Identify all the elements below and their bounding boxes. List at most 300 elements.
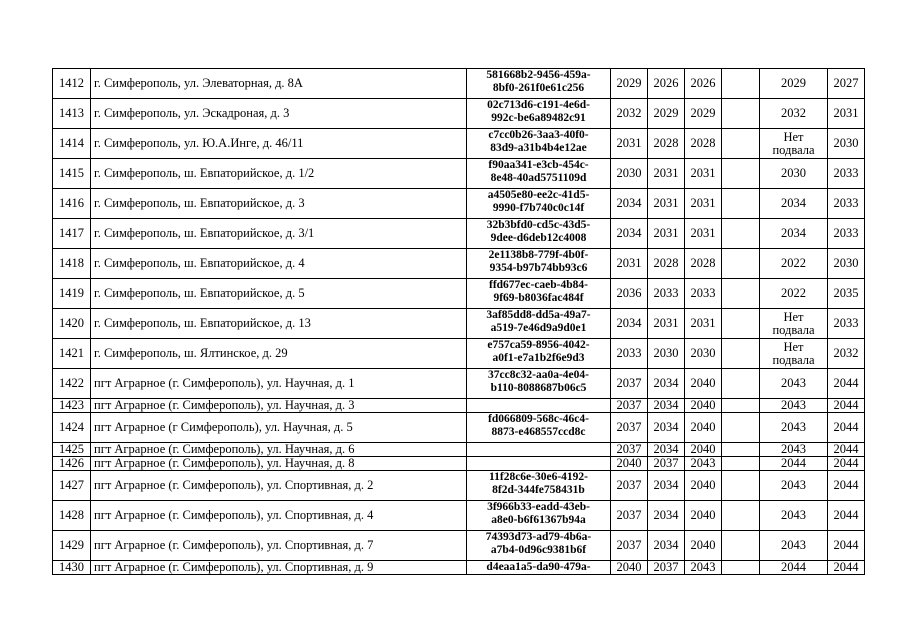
basement-year-cell: [760, 69, 828, 99]
cell-text-y6: 2044: [833, 508, 859, 522]
year-cell-3: [685, 129, 722, 159]
year-cell-4: [722, 531, 760, 561]
cell-text-guid1: a4505e80-ee2c-41d5-: [487, 189, 590, 201]
cell-text-guid2: 9f69-b8036fac484f: [493, 292, 584, 304]
year-cell-6: [828, 399, 865, 413]
row-number: [53, 369, 91, 399]
year-cell-6: [828, 129, 865, 159]
cell-text-num: 1423: [59, 398, 84, 412]
year-cell-6: [828, 443, 865, 457]
year-cell-1: [611, 129, 648, 159]
cell-text-y2: 2031: [653, 316, 679, 330]
cell-text-y6: 2044: [833, 538, 859, 552]
guid-cell: [467, 457, 611, 471]
year-cell-1: [611, 531, 648, 561]
cell-text-guid2: 9dee-d6deb12c4008: [490, 232, 587, 244]
cell-text-y1: 2033: [616, 346, 642, 360]
cell-text-num: 1421: [59, 346, 84, 360]
year-cell-4: [722, 501, 760, 531]
cell-text-addr: г. Симферополь, ш. Ялтинское, д. 29: [94, 346, 288, 360]
basement-year-cell: [760, 159, 828, 189]
basement-year-cell: [760, 531, 828, 561]
cell-text-y2: 2031: [653, 226, 679, 240]
cell-text-y2: 2034: [653, 398, 679, 412]
year-cell-1: [611, 501, 648, 531]
row-number: [53, 99, 91, 129]
cell-text-y5a: 2029: [781, 76, 806, 90]
year-cell-1: [611, 561, 648, 575]
cell-text-y6: 2032: [833, 346, 859, 360]
cell-text-y2: 2031: [653, 166, 679, 180]
year-cell-3: [685, 501, 722, 531]
year-cell-4: [722, 413, 760, 443]
cell-text-y5a: 2044: [781, 456, 806, 470]
year-cell-6: [828, 309, 865, 339]
cell-text-y2: 2028: [653, 256, 679, 270]
cell-text-guid2: b110-8088687b06c5: [490, 382, 587, 394]
cell-text-addr: пгт Аграрное (г. Симферополь), ул. Научная, д. 3: [94, 398, 355, 412]
year-cell-4: [722, 457, 760, 471]
guid-cell: [467, 249, 611, 279]
document-page: [52, 68, 865, 575]
year-cell-4: [722, 561, 760, 575]
cell-text-guid2: 9354-b97b74bb93c6: [489, 262, 588, 274]
table-row: [53, 279, 865, 309]
cell-text-guid2: a7b4-0d96c9381b6f: [490, 544, 587, 556]
table-row: [53, 339, 865, 369]
row-number: [53, 531, 91, 561]
cell-text-y1: 2030: [616, 166, 642, 180]
cell-text-num: 1415: [59, 166, 84, 180]
year-cell-1: [611, 99, 648, 129]
cell-text-num: 1416: [59, 196, 84, 210]
year-cell-2: [648, 369, 685, 399]
table-row: [53, 443, 865, 457]
cell-text-addr: г. Симферополь, ул. Ю.А.Инге, д. 46/11: [94, 136, 304, 150]
cell-text-y1: 2032: [616, 106, 642, 120]
year-cell-1: [611, 399, 648, 413]
cell-text-y6: 2033: [833, 316, 859, 330]
basement-year-cell: [760, 249, 828, 279]
year-cell-2: [648, 443, 685, 457]
cell-text-num: 1425: [59, 442, 84, 456]
year-cell-1: [611, 279, 648, 309]
row-number: [53, 443, 91, 457]
cell-text-y2: 2033: [653, 286, 679, 300]
basement-year-cell: [760, 99, 828, 129]
year-cell-1: [611, 159, 648, 189]
year-cell-3: [685, 249, 722, 279]
cell-text-y6: 2027: [833, 76, 859, 90]
cell-text-num: 1427: [59, 478, 84, 492]
cell-text-y5a: 2032: [781, 106, 806, 120]
cell-text-y2: 2037: [653, 456, 679, 470]
cell-text-y1: 2029: [616, 76, 642, 90]
cell-text-num: 1429: [59, 538, 84, 552]
address-cell: [91, 219, 467, 249]
cell-text-y1: 2031: [616, 136, 642, 150]
table-row: [53, 189, 865, 219]
guid-cell: [467, 279, 611, 309]
year-cell-6: [828, 369, 865, 399]
cell-text-y5a: 2043: [781, 508, 806, 522]
cell-text-y1: 2037: [616, 478, 642, 492]
table-row: [53, 531, 865, 561]
address-cell: [91, 99, 467, 129]
address-cell: [91, 279, 467, 309]
year-cell-3: [685, 309, 722, 339]
cell-text-y3: 2033: [690, 286, 716, 300]
cell-text-y5a: 2043: [781, 398, 806, 412]
year-cell-6: [828, 457, 865, 471]
cell-text-addr: г. Симферополь, ш. Евпаторийское, д. 3/1: [94, 226, 315, 240]
cell-text-num: 1426: [59, 456, 84, 470]
cell-text-guid1: e757ca59-8956-4042-: [487, 339, 590, 351]
cell-text-addr: пгт Аграрное (г Симферополь), ул. Научная, д. 5: [94, 420, 353, 434]
row-number: [53, 501, 91, 531]
row-number: [53, 129, 91, 159]
year-cell-6: [828, 189, 865, 219]
cell-text-y3: 2028: [690, 256, 716, 270]
row-number: [53, 159, 91, 189]
cell-text-guid1: fd066809-568c-46c4-: [488, 413, 589, 425]
basement-year-cell: [760, 219, 828, 249]
guid-cell: [467, 99, 611, 129]
year-cell-2: [648, 501, 685, 531]
year-cell-4: [722, 99, 760, 129]
cell-text-y2: 2028: [653, 136, 679, 150]
cell-text-y5a: 2044: [781, 560, 806, 574]
cell-text-y6: 2030: [833, 136, 859, 150]
cell-text-y3: 2031: [690, 166, 716, 180]
cell-text-guid2: 8873-e468557ccd8c: [491, 426, 586, 438]
cell-text-y2: 2026: [653, 76, 679, 90]
cell-text-y6: 2044: [833, 420, 859, 434]
year-cell-4: [722, 129, 760, 159]
year-cell-2: [648, 309, 685, 339]
row-number: [53, 561, 91, 575]
address-cell: [91, 129, 467, 159]
cell-text-num: 1413: [59, 106, 84, 120]
cell-text-num: 1418: [59, 256, 84, 270]
year-cell-2: [648, 413, 685, 443]
cell-text-addr: пгт Аграрное (г. Симферополь), ул. Научная, д. 1: [94, 376, 355, 390]
year-cell-1: [611, 339, 648, 369]
year-cell-3: [685, 443, 722, 457]
cell-text-guid1: 2e1138b8-779f-4b0f-: [488, 249, 589, 261]
cell-text-addr: пгт Аграрное (г. Симферополь), ул. Научная, д. 6: [94, 442, 355, 456]
cell-text-y6: 2031: [833, 106, 859, 120]
year-cell-6: [828, 159, 865, 189]
cell-text-y3: 2029: [690, 106, 716, 120]
year-cell-2: [648, 399, 685, 413]
year-cell-4: [722, 399, 760, 413]
row-number: [53, 471, 91, 501]
cell-text-y5a: 2043: [781, 376, 806, 390]
year-cell-4: [722, 443, 760, 457]
cell-text-y5a: 2034: [781, 226, 806, 240]
guid-cell: [467, 219, 611, 249]
cell-text-guid1: 37cc8c32-aa0a-4e04-: [488, 369, 589, 381]
cell-text-y3: 2040: [690, 538, 716, 552]
year-cell-1: [611, 189, 648, 219]
buildings-table: [52, 68, 865, 575]
basement-year-cell: [760, 279, 828, 309]
cell-text-y5a: 2022: [781, 286, 806, 300]
cell-text-num: 1430: [59, 560, 84, 574]
cell-text-num: 1417: [59, 226, 84, 240]
cell-text-y1: 2034: [616, 316, 642, 330]
year-cell-6: [828, 531, 865, 561]
cell-text-y5a: 2043: [781, 442, 806, 456]
year-cell-6: [828, 69, 865, 99]
cell-text-y3: 2040: [690, 398, 716, 412]
row-number: [53, 279, 91, 309]
guid-cell: [467, 69, 611, 99]
address-cell: [91, 471, 467, 501]
cell-text-guid1: 74393d73-ad79-4b6a-: [485, 531, 592, 543]
table-row: [53, 219, 865, 249]
year-cell-2: [648, 219, 685, 249]
year-cell-4: [722, 159, 760, 189]
basement-year-cell: [760, 129, 828, 159]
row-number: [53, 309, 91, 339]
guid-cell: [467, 129, 611, 159]
cell-text-y2: 2034: [653, 538, 679, 552]
table-row: [53, 159, 865, 189]
year-cell-1: [611, 249, 648, 279]
cell-text-y6: 2033: [833, 196, 859, 210]
guid-cell: [467, 369, 611, 399]
cell-text-y6: 2044: [833, 376, 859, 390]
year-cell-2: [648, 457, 685, 471]
cell-text-y3: 2040: [690, 442, 716, 456]
row-number: [53, 457, 91, 471]
year-cell-4: [722, 309, 760, 339]
year-cell-2: [648, 99, 685, 129]
cell-text-y5a: 2022: [781, 256, 806, 270]
year-cell-4: [722, 189, 760, 219]
year-cell-1: [611, 457, 648, 471]
year-cell-3: [685, 339, 722, 369]
cell-text-y1: 2037: [616, 376, 642, 390]
cell-text-guid1: ffd677ec-caeb-4b84-: [488, 279, 588, 291]
cell-text-addr: пгт Аграрное (г. Симферополь), ул. Спортивная, д. 2: [94, 478, 374, 492]
year-cell-1: [611, 369, 648, 399]
cell-text-y5a: Нет: [783, 339, 804, 354]
cell-text-y5b: подвала: [772, 142, 815, 157]
cell-text-y1: 2037: [616, 538, 642, 552]
cell-text-y3: 2026: [690, 76, 716, 90]
year-cell-2: [648, 561, 685, 575]
cell-text-addr: г. Симферополь, ул. Элеваторная, д. 8А: [94, 76, 303, 90]
year-cell-4: [722, 369, 760, 399]
guid-cell: [467, 339, 611, 369]
address-cell: [91, 369, 467, 399]
table-row: [53, 129, 865, 159]
row-number: [53, 219, 91, 249]
year-cell-6: [828, 413, 865, 443]
cell-text-num: 1422: [59, 376, 84, 390]
address-cell: [91, 399, 467, 413]
guid-cell: [467, 471, 611, 501]
cell-text-addr: г. Симферополь, ш. Евпаторийское, д. 4: [94, 256, 305, 270]
address-cell: [91, 309, 467, 339]
cell-text-y5a: Нет: [783, 309, 804, 324]
cell-text-guid2: 8bf0-261f0e61c256: [492, 82, 585, 94]
cell-text-num: 1414: [59, 136, 84, 150]
cell-text-addr: г. Симферополь, ул. Эскадроная, д. 3: [94, 106, 290, 120]
cell-text-y1: 2037: [616, 420, 642, 434]
year-cell-3: [685, 369, 722, 399]
cell-text-y3: 2040: [690, 420, 716, 434]
table-row: [53, 249, 865, 279]
table-row: [53, 99, 865, 129]
cell-text-addr: пгт Аграрное (г. Симферополь), ул. Спортивная, д. 9: [94, 560, 374, 574]
cell-text-addr: г. Симферополь, ш. Евпаторийское, д. 3: [94, 196, 305, 210]
cell-text-y1: 2037: [616, 508, 642, 522]
cell-text-y3: 2040: [690, 376, 716, 390]
cell-text-guid1: 02c713d6-c191-4e6d-: [487, 99, 590, 111]
cell-text-y2: 2034: [653, 442, 679, 456]
address-cell: [91, 443, 467, 457]
year-cell-3: [685, 99, 722, 129]
year-cell-2: [648, 189, 685, 219]
year-cell-3: [685, 531, 722, 561]
year-cell-4: [722, 279, 760, 309]
table-row: [53, 471, 865, 501]
cell-text-y3: 2031: [690, 226, 716, 240]
cell-text-y3: 2028: [690, 136, 716, 150]
row-number: [53, 399, 91, 413]
cell-text-y5a: Нет: [783, 129, 804, 144]
row-number: [53, 413, 91, 443]
cell-text-y2: 2031: [653, 196, 679, 210]
cell-text-num: 1424: [59, 420, 84, 434]
guid-cell: [467, 443, 611, 457]
guid-cell: [467, 413, 611, 443]
address-cell: [91, 531, 467, 561]
year-cell-1: [611, 219, 648, 249]
year-cell-6: [828, 219, 865, 249]
cell-text-addr: г. Симферополь, ш. Евпаторийское, д. 1/2: [94, 166, 315, 180]
cell-text-y6: 2044: [833, 398, 859, 412]
year-cell-2: [648, 471, 685, 501]
cell-text-guid1: 3af85dd8-dd5a-49a7-: [486, 309, 591, 321]
year-cell-2: [648, 159, 685, 189]
year-cell-3: [685, 457, 722, 471]
guid-cell: [467, 159, 611, 189]
row-number: [53, 189, 91, 219]
cell-text-y6: 2044: [833, 456, 859, 470]
cell-text-guid1: 32b3bfd0-cd5c-43d5-: [486, 219, 591, 231]
cell-text-y5a: 2043: [781, 538, 806, 552]
year-cell-2: [648, 129, 685, 159]
cell-text-guid1: f90aa341-e3cb-454c-: [488, 159, 589, 171]
year-cell-1: [611, 413, 648, 443]
basement-year-cell: [760, 309, 828, 339]
year-cell-1: [611, 309, 648, 339]
cell-text-y6: 2044: [833, 478, 859, 492]
cell-text-y6: 2044: [833, 442, 859, 456]
table-row: [53, 501, 865, 531]
year-cell-2: [648, 279, 685, 309]
basement-year-cell: [760, 369, 828, 399]
address-cell: [91, 413, 467, 443]
cell-text-y1: 2040: [616, 456, 642, 470]
cell-text-num: 1420: [59, 316, 84, 330]
cell-text-y3: 2043: [690, 456, 716, 470]
year-cell-4: [722, 249, 760, 279]
year-cell-1: [611, 471, 648, 501]
cell-text-y2: 2030: [653, 346, 679, 360]
cell-text-y5a: 2030: [781, 166, 806, 180]
year-cell-3: [685, 69, 722, 99]
cell-text-guid2: 8e48-40ad5751109d: [490, 172, 587, 184]
year-cell-2: [648, 249, 685, 279]
basement-year-cell: [760, 501, 828, 531]
guid-cell: [467, 561, 611, 575]
cell-text-y5a: 2034: [781, 196, 806, 210]
year-cell-6: [828, 99, 865, 129]
year-cell-6: [828, 501, 865, 531]
cell-text-y2: 2037: [653, 560, 679, 574]
cell-text-y5a: 2043: [781, 478, 806, 492]
row-number: [53, 339, 91, 369]
table-row: [53, 399, 865, 413]
basement-year-cell: [760, 413, 828, 443]
cell-text-guid2: 9990-f7b740c0c14f: [492, 202, 585, 214]
cell-text-y1: 2034: [616, 226, 642, 240]
table-row: [53, 309, 865, 339]
cell-text-y1: 2036: [616, 286, 642, 300]
year-cell-3: [685, 219, 722, 249]
cell-text-guid1: 581668b2-9456-459a-: [486, 69, 591, 81]
year-cell-4: [722, 471, 760, 501]
guid-cell: [467, 309, 611, 339]
year-cell-6: [828, 561, 865, 575]
basement-year-cell: [760, 457, 828, 471]
address-cell: [91, 69, 467, 99]
cell-text-guid2: a0f1-e7a1b2f6e9d3: [492, 352, 585, 364]
year-cell-3: [685, 159, 722, 189]
row-number: [53, 249, 91, 279]
cell-text-y6: 2033: [833, 226, 859, 240]
cell-text-guid2: 992c-be6a89482c91: [491, 112, 586, 124]
cell-text-y1: 2034: [616, 196, 642, 210]
cell-text-y2: 2034: [653, 420, 679, 434]
cell-text-y3: 2040: [690, 478, 716, 492]
cell-text-y2: 2034: [653, 376, 679, 390]
year-cell-6: [828, 279, 865, 309]
row-number: [53, 69, 91, 99]
address-cell: [91, 457, 467, 471]
year-cell-3: [685, 413, 722, 443]
basement-year-cell: [760, 443, 828, 457]
cell-text-addr: г. Симферополь, ш. Евпаторийское, д. 5: [94, 286, 305, 300]
cell-text-guid2: 8f2d-344fe758431b: [492, 484, 585, 496]
year-cell-2: [648, 339, 685, 369]
table-body: [53, 69, 865, 575]
year-cell-1: [611, 443, 648, 457]
basement-year-cell: [760, 561, 828, 575]
address-cell: [91, 159, 467, 189]
guid-cell: [467, 399, 611, 413]
cell-text-num: 1412: [59, 76, 84, 90]
cell-text-y5b: подвала: [772, 352, 815, 367]
cell-text-num: 1419: [59, 286, 84, 300]
cell-text-y6: 2030: [833, 256, 859, 270]
